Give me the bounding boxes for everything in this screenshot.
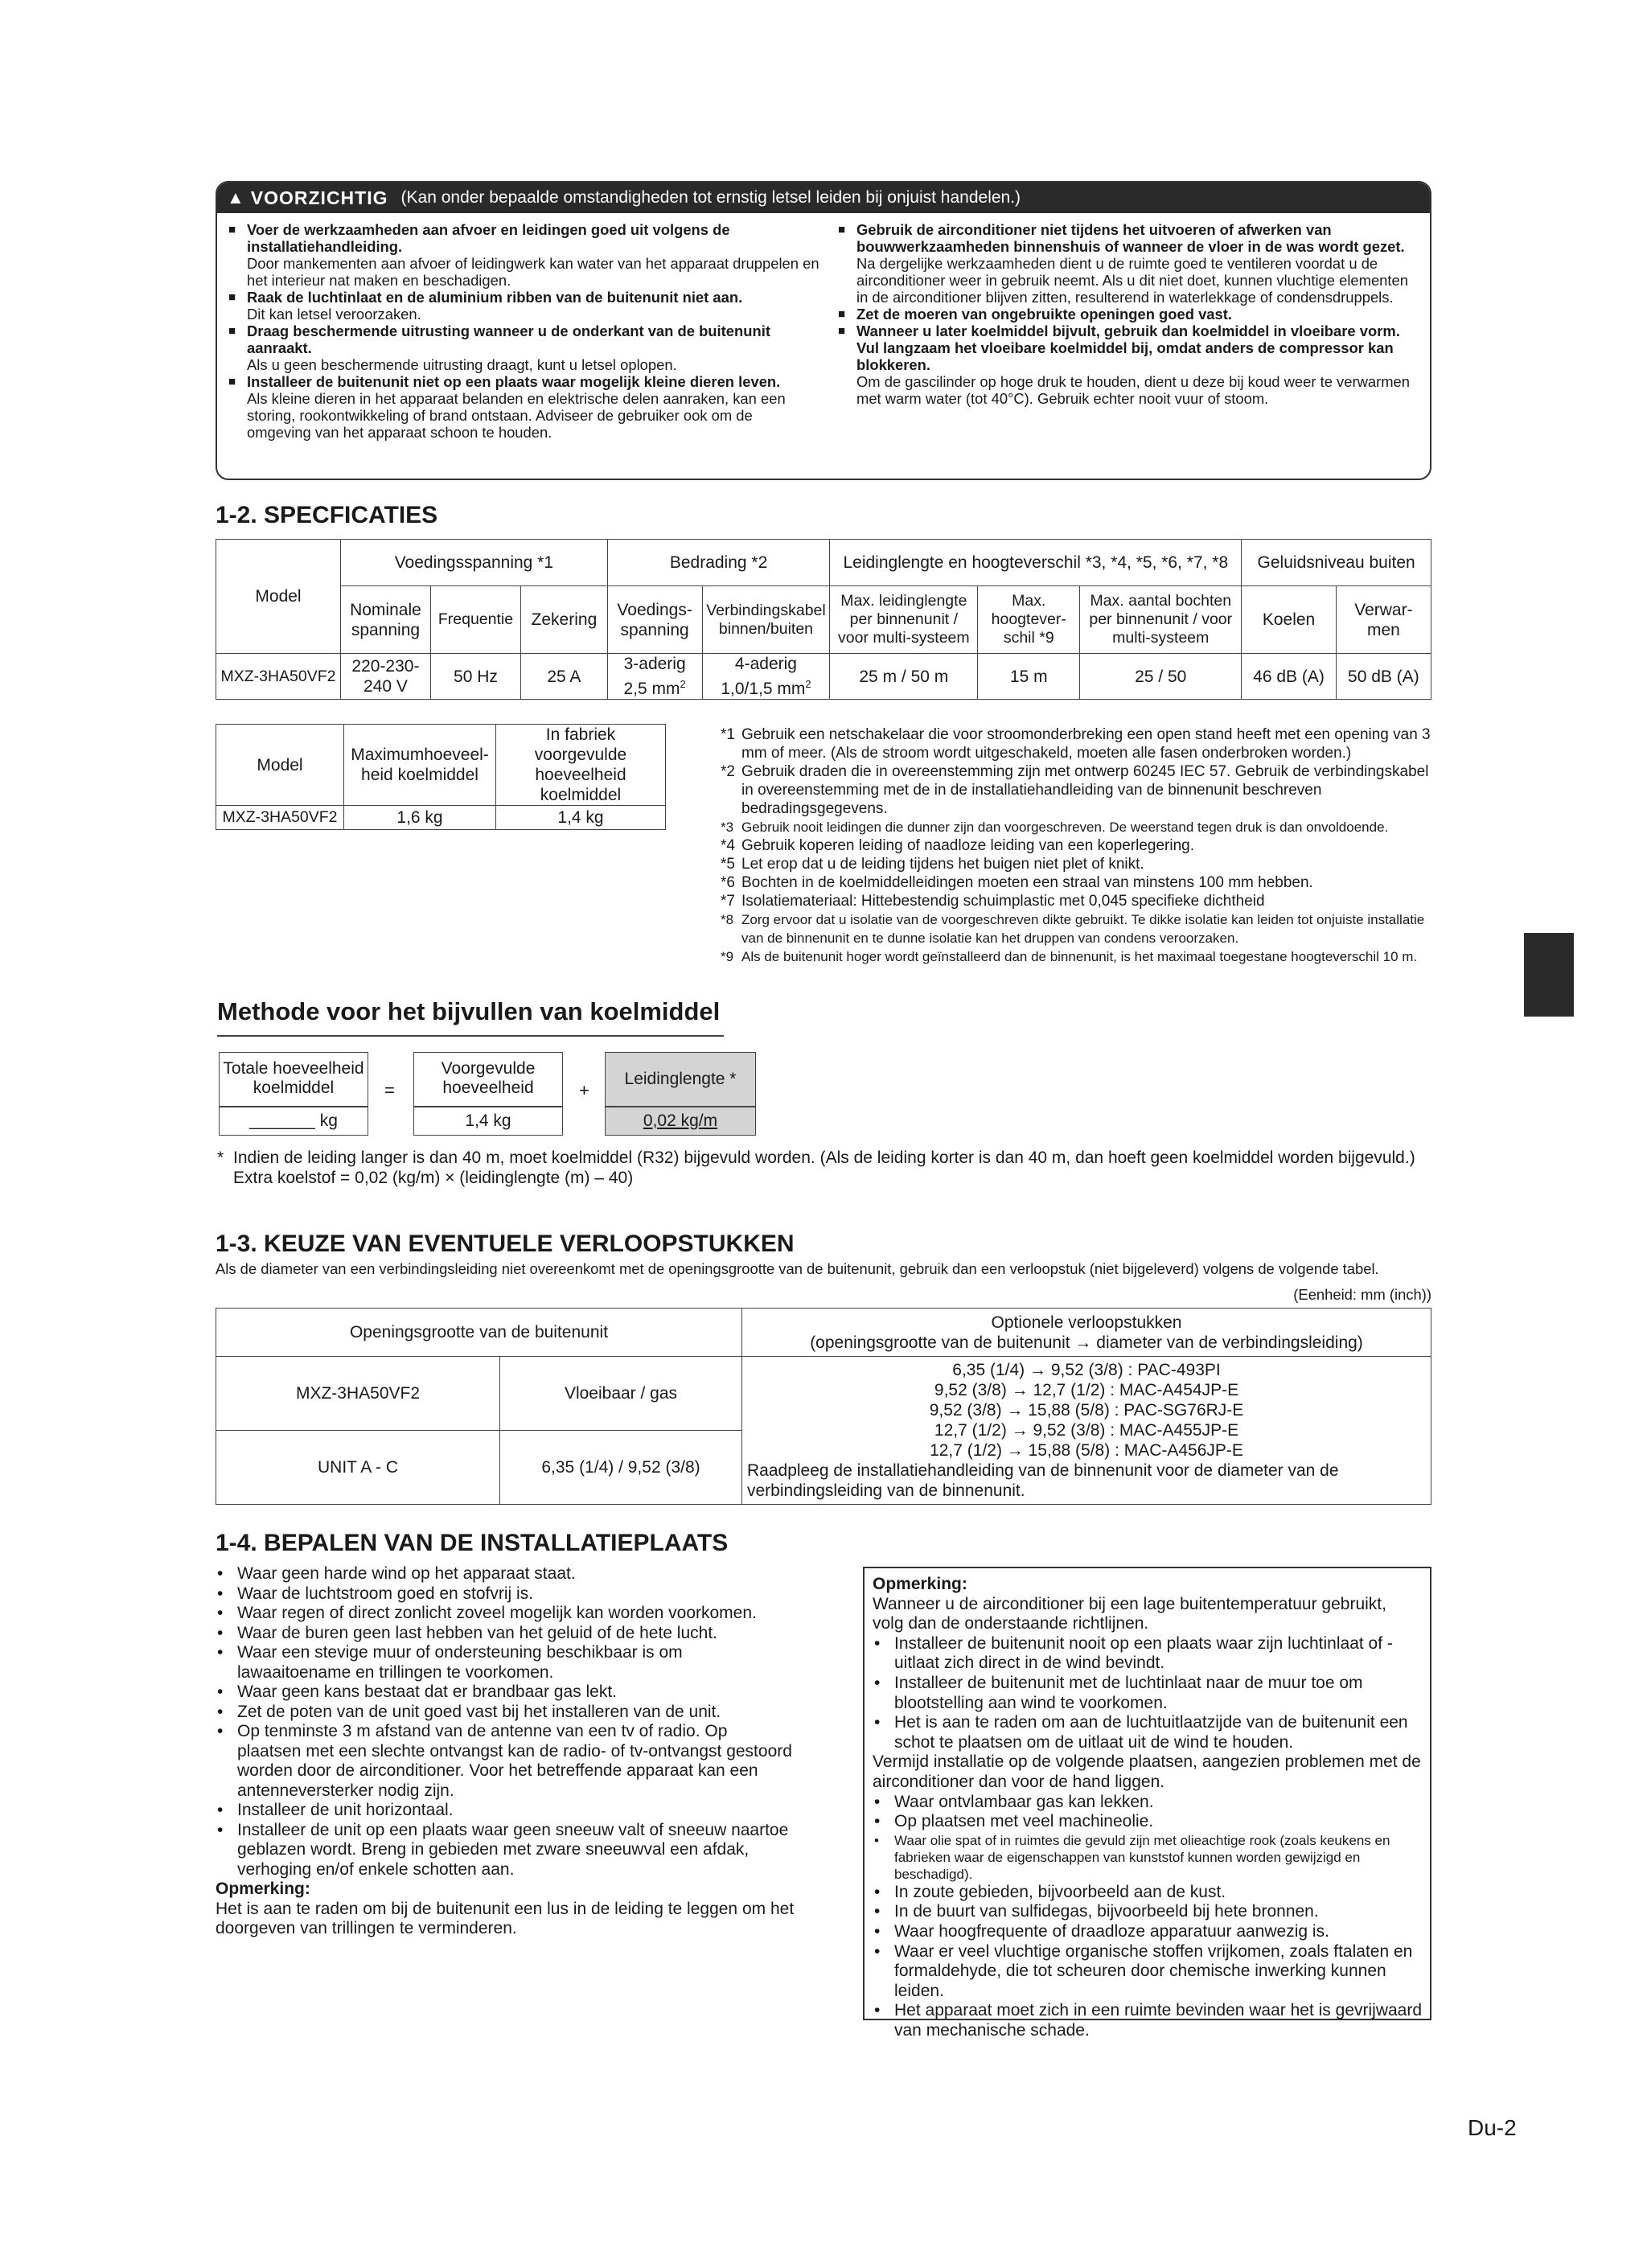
keuze-intro: Als de diameter van een verbindingsleiding niet overeenkomt met de openingsgrootte van de buitenunit, gebruik dan een verloopstuk (niet bijgeleverd) volgens de volgende tabel. (216, 1260, 1379, 1277)
plaats-note-title: Opmerking: (216, 1880, 310, 1898)
adapter-option: 6,35 (1/4) → 9,52 (3/8) : PAC-493PI (952, 1361, 1221, 1379)
opmerking-item: • Installeer de buitenunit met de luchtinlaat naar de muur toe om blootstelling aan wind te voorkomen. (873, 1674, 1422, 1713)
caution-item: ■ Zet de moeren van ongebruikte openingen goed vast. (835, 306, 1423, 323)
spec-h-bedrading: Bedrading *2 (607, 540, 830, 586)
spec-h-geluid: Geluidsniveau buiten (1242, 540, 1431, 586)
caution-item: ■ Voer de werkzaamheden aan afvoer en leidingen goed uit volgens de installatiehandleiding. Door mankementen aan afvoer of leidingwerk kan water van het apparaat druppelen en het interieur nat maken en beschadigen. (225, 221, 820, 289)
refill-note (216, 1148, 1431, 1188)
spec-leiding: 25 m / 50 m (830, 654, 978, 700)
warning-icon: ▲ (227, 187, 244, 207)
adapter-option: 12,7 (1/2) → 15,88 (5/8) : MAC-A456JP-E (930, 1441, 1243, 1460)
adapter-table (216, 1308, 1431, 1505)
adapter-options-cell (742, 1357, 1431, 1505)
spec-h-maxbochten: Max. aantal bochten per binnenunit / voor multi-systeem (1080, 586, 1242, 654)
adapter-r1-model: MXZ-3HA50VF2 (216, 1357, 500, 1431)
spec-note: *4 Gebruik koperen leiding of naadloze leiding van een koperlegering. (721, 837, 1194, 854)
opmerking-item: • Waar er veel vluchtige organische stoffen vrijkomen, zoals ftalaten en formaldehyde, die tot scheuren door chemische inwerking kunnen leiden. (873, 1942, 1422, 2002)
spec-h-maxhoogte: Max. hoogtever-schil *9 (978, 586, 1080, 654)
opmerking-item: • Waar olie spat of in ruimtes die gevuld zijn met olieachtige rook (zoals keukens en fabrieken waar de eigenschappen van kunststof kunnen worden gewijzigd en beschadigd). (873, 1832, 1422, 1883)
caution-item: ■ Draag beschermende uitrusting wanneer u de onderkant van de buitenunit aanraakt. Als u geen beschermende uitrusting draagt, kunt u letsel oplopen. (225, 323, 820, 373)
spec-zekering: 25 A (521, 654, 608, 700)
opmerking-item: • Het is aan te raden om aan de luchtuitlaatzijde van de buitenunit een schot te plaatsen om de uitlaat uit de wind te houden. (873, 1713, 1422, 1752)
page-number: Du-2 (1468, 2115, 1517, 2140)
method-pipe-value: 0,02 kg/m (605, 1107, 756, 1136)
caution-item: ■ Raak de luchtinlaat en de aluminium ribben van de buitenunit niet aan. Dit kan letsel veroorzaken. (225, 289, 820, 323)
spec-note: *9 Als de buitenunit hoger wordt geïnstalleerd dan de binnenunit, is het maximaal toegestane hoogteverschil 10 m. (721, 949, 1418, 964)
plaats-item: • Waar regen of direct zonlicht zoveel mogelijk kan worden voorkomen. (216, 1604, 795, 1624)
spec-h-verbindingskabel: Verbindingskabel binnen/buiten (702, 586, 830, 654)
adapter-r2-model: UNIT A - C (216, 1431, 500, 1505)
spec-h-koelen: Koelen (1242, 586, 1337, 654)
side-tab-marker (1524, 933, 1574, 1017)
opmerking-mid: Vermijd installatie op de volgende plaatsen, aangezien problemen met de airconditioner dan voor de hand liggen. (873, 1752, 1421, 1791)
plaats-item: • Waar de buren geen last hebben van het geluid of de hete lucht. (216, 1624, 795, 1644)
plaats-item: • Waar geen kans bestaat dat er brandbaar gas lekt. (216, 1683, 795, 1703)
spec-h-voedingsspanning: Voedings-spanning (607, 586, 702, 654)
adapter-refer: Raadpleeg de installatiehandleiding van de binnenunit voor de diameter van de verbindingsleiding van de binnenunit. (747, 1461, 1339, 1500)
spec-note: *7 Isolatiemateriaal: Hittebestendig schuimplastic met 0,045 specifieke dichtheid (721, 893, 1265, 910)
method-prefill-value: 1,4 kg (413, 1107, 563, 1136)
spec-notes (721, 725, 1431, 966)
spec-h-zekering: Zekering (521, 586, 608, 654)
keuze-heading: 1-3. KEUZE VAN EVENTUELE VERLOOPSTUKKEN (216, 1231, 795, 1257)
caution-right-column (835, 221, 1423, 407)
refr-max: 1,6 kg (344, 806, 496, 830)
plaats-heading: 1-4. BEPALEN VAN DE INSTALLATIEPLAATS (216, 1530, 729, 1556)
opmerking-box (863, 1567, 1431, 2040)
opmerking-item: • Op plaatsen met veel machineolie. (873, 1812, 1422, 1832)
opmerking-item: • Waar hoogfrequente of draadloze apparatuur aanwezig is. (873, 1922, 1422, 1942)
method-title: Methode voor het bijvullen van koelmiddel (217, 997, 721, 1025)
spec-note: *5 Let erop dat u de leiding tijdens het buigen niet plet of knikt. (721, 856, 1144, 873)
spec-note: *2 Gebruik draden die in overeenstemming zijn met ontwerp 60245 IEC 57. Gebruik de verbindingskabel in overeenstemming met de in de installatiehandleiding van de binnenunit beschreven bedradingsgegevens. (721, 763, 1429, 817)
spec-heading: 1-2. SPECFICATIES (216, 502, 438, 528)
spec-verbinding-cell: 4-aderig 1,0/1,5 $mm^2$ (702, 654, 830, 700)
refill-note-mark: * (217, 1148, 224, 1167)
plaats-list (216, 1564, 795, 1939)
caution-item: ■ Gebruik de airconditioner niet tijdens het uitvoeren of afwerken van bouwwerkzaamheden binnenshuis of wanneer de vloer in de was wordt gezet. Na dergelijke werkzaamheden dient u de ruimte goed te ventileren voordat u de airconditioner weer in gebruik neemt. Als u dit niet doet, kunnen vluchtige elementen in de airconditioner blijven zitten, resulterend in waterlekkage of condensdruppels. (835, 221, 1423, 306)
adapter-h-opening: Openingsgrootte van de buitenunit (216, 1309, 742, 1357)
refill-note-line1: Indien de leiding langer is dan 40 m, moet koelmiddel (R32) bijgevuld worden. (Als de leiding korter is dan 40 m, dan hoeft geen koelmiddel worden bijgevuld.) (233, 1148, 1415, 1167)
method-underline (217, 1035, 724, 1037)
method-total-box: Totale hoeveelheid koelmiddel (219, 1052, 368, 1107)
spec-note: *6 Bochten in de koelmiddelleidingen moeten een straal van minstens 100 mm hebben. (721, 874, 1313, 891)
caution-subtitle: (Kan onder bepaalde omstandigheden tot ernstig letsel leiden bij onjuist handelen.) (400, 188, 1021, 207)
adapter-option: 12,7 (1/2) → 9,52 (3/8) : MAC-A455JP-E (934, 1421, 1239, 1440)
adapter-option: 9,52 (3/8) → 15,88 (5/8) : PAC-SG76RJ-E (929, 1401, 1244, 1420)
opmerking-item: • Het apparaat moet zich in een ruimte bevinden waar het is gevrijwaard van mechanische schade. (873, 2001, 1422, 2040)
opmerking-item: • Installeer de buitenunit nooit op een plaats waar zijn luchtinlaat of -uitlaat zich direct in de wind bevindt. (873, 1634, 1422, 1674)
spec-h-leiding: Leidinglengte en hoogteverschil *3, *4, *5, *6, *7, *8 (830, 540, 1242, 586)
spec-hoogte: 15 m (978, 654, 1080, 700)
adapter-r2-size: 6,35 (1/4) / 9,52 (3/8) (500, 1431, 742, 1505)
refr-fabriek: 1,4 kg (496, 806, 666, 830)
method-plus: + (579, 1080, 589, 1100)
spec-note: *3 Gebruik nooit leidingen die dunner zijn dan voorgeschreven. De weerstand tegen druk is dan onvoldoende. (721, 820, 1389, 835)
opmerking-item: • In de buurt van sulfidegas, bijvoorbeeld bij hete bronnen. (873, 1902, 1422, 1922)
refrigerant-table (216, 724, 666, 830)
caution-left-column (225, 221, 820, 441)
plaats-item: • Waar de luchtstroom goed en stofvrij is. (216, 1584, 795, 1604)
spec-nominale: 220-230-240 V (341, 654, 431, 700)
plaats-item: • Op tenminste 3 m afstand van de antenne van een tv of radio. Op plaatsen met een slechte ontvangst kan de radio- of tv-ontvangst gestoord worden door de airconditioner. Voor het betreffende apparaat kan een antenneversterker nodig zijn. (216, 1722, 795, 1801)
spec-koelen: 46 dB (A) (1242, 654, 1337, 700)
method-pipe-box: Leidinglengte * (605, 1052, 756, 1107)
adapter-option: 9,52 (3/8) → 12,7 (1/2) : MAC-A454JP-E (934, 1381, 1239, 1399)
spec-frequentie: 50 Hz (430, 654, 520, 700)
spec-model: MXZ-3HA50VF2 (216, 654, 341, 700)
opmerking-title: Opmerking: (873, 1575, 967, 1593)
adapter-r1-type: Vloeibaar / gas (500, 1357, 742, 1431)
spec-note: *1 Gebruik een netschakelaar die voor stroomonderbreking een open stand heeft met een opening van 3 mm of meer. (Als de stroom wordt uitgeschakeld, moeten alle fasen onderbroken worden.) (721, 726, 1431, 762)
spec-voeding-cell: 3-aderig 2,5 $mm^2$ (607, 654, 702, 700)
caution-title: VOORZICHTIG (250, 187, 388, 208)
plaats-item: • Waar een stevige muur of ondersteuning beschikbaar is om lawaaitoename en trillingen te voorkomen. (216, 1643, 795, 1683)
method-total-value: _______ kg (219, 1107, 368, 1136)
caution-item: ■ Wanneer u later koelmiddel bijvult, gebruik dan koelmiddel in vloeibare vorm. Vul langzaam het vloeibare koelmiddel bij, omdat anders de compressor kan blokkeren. Om de gascilinder op hoge druk te houden, dient u deze bij koud weer te verwarmen met warm water (tot 40°C). Gebruik echter nooit vuur of stoom. (835, 323, 1423, 407)
opmerking-item: • In zoute gebieden, bijvoorbeeld aan de kust. (873, 1883, 1422, 1903)
spec-h-maxleiding: Max. leidinglengte per binnenunit / voor multi-systeem (830, 586, 978, 654)
refr-h-model: Model (216, 725, 344, 806)
plaats-item: • Zet de poten van de unit goed vast bij het installeren van de unit. (216, 1703, 795, 1723)
spec-verwarmen: 50 dB (A) (1336, 654, 1431, 700)
caution-item: ■ Installeer de buitenunit niet op een plaats waar mogelijk kleine dieren leven. Als kleine dieren in het apparaat belanden en elektrische delen aanraken, kan een storing, rookontwikkeling of brand ontstaan. Adviseer de gebruiker ook om de omgeving van het apparaat schoon te houden. (225, 373, 820, 441)
plaats-item: • Installeer de unit op een plaats waar geen sneeuw valt of sneeuw naartoe geblazen wordt. Breng in gebieden met zware sneeuwval een afdak, verhoging en/of enkele schotten aan. (216, 1821, 795, 1880)
method-prefill-box: Voorgevulde hoeveelheid (413, 1052, 563, 1107)
method-equals: = (384, 1080, 395, 1100)
keuze-unit: (Eenheid: mm (inch)) (1293, 1286, 1431, 1303)
spec-h-model: Model (216, 540, 341, 654)
refr-model: MXZ-3HA50VF2 (216, 806, 344, 830)
opmerking-item: • Waar ontvlambaar gas kan lekken. (873, 1793, 1422, 1813)
opmerking-intro: Wanneer u de airconditioner bij een lage buitentemperatuur gebruikt, volg dan de onderstaande richtlijnen. (873, 1594, 1386, 1633)
spec-bochten: 25 / 50 (1080, 654, 1242, 700)
spec-h-verwarmen: Verwar-men (1336, 586, 1431, 654)
caution-header (217, 183, 1430, 213)
spec-h-voeding: Voedingsspanning *1 (341, 540, 608, 586)
spec-table (216, 539, 1431, 700)
spec-h-nominale: Nominale spanning (341, 586, 431, 654)
spec-note: *8 Zorg ervoor dat u isolatie van de voorgeschreven dikte gebruikt. Te dikke isolatie kan leiden tot onjuiste installatie van de binnenunit en te dunne isolatie kan het druppen van condens veroorzaken. (721, 912, 1425, 946)
refill-note-line2: Extra koelstof = 0,02 (kg/m) × (leidinglengte (m) – 40) (233, 1169, 634, 1187)
adapter-h-optional: Optionele verloopstukken (openingsgrootte van de buitenunit → diameter van de verbindingsleiding) (742, 1309, 1431, 1357)
spec-h-frequentie: Frequentie (430, 586, 520, 654)
caution-box (216, 181, 1431, 480)
plaats-item: • Waar geen harde wind op het apparaat staat. (216, 1564, 795, 1584)
plaats-item: • Installeer de unit horizontaal. (216, 1801, 795, 1821)
refr-h-max: Maximumhoeveel-heid koelmiddel (344, 725, 496, 806)
refr-h-fabriek: In fabriek voorgevulde hoeveelheid koelmiddel (496, 725, 666, 806)
plaats-note-text: Het is aan te raden om bij de buitenunit een lus in de leiding te leggen om het doorgeven van trillingen te verminderen. (216, 1899, 795, 1937)
